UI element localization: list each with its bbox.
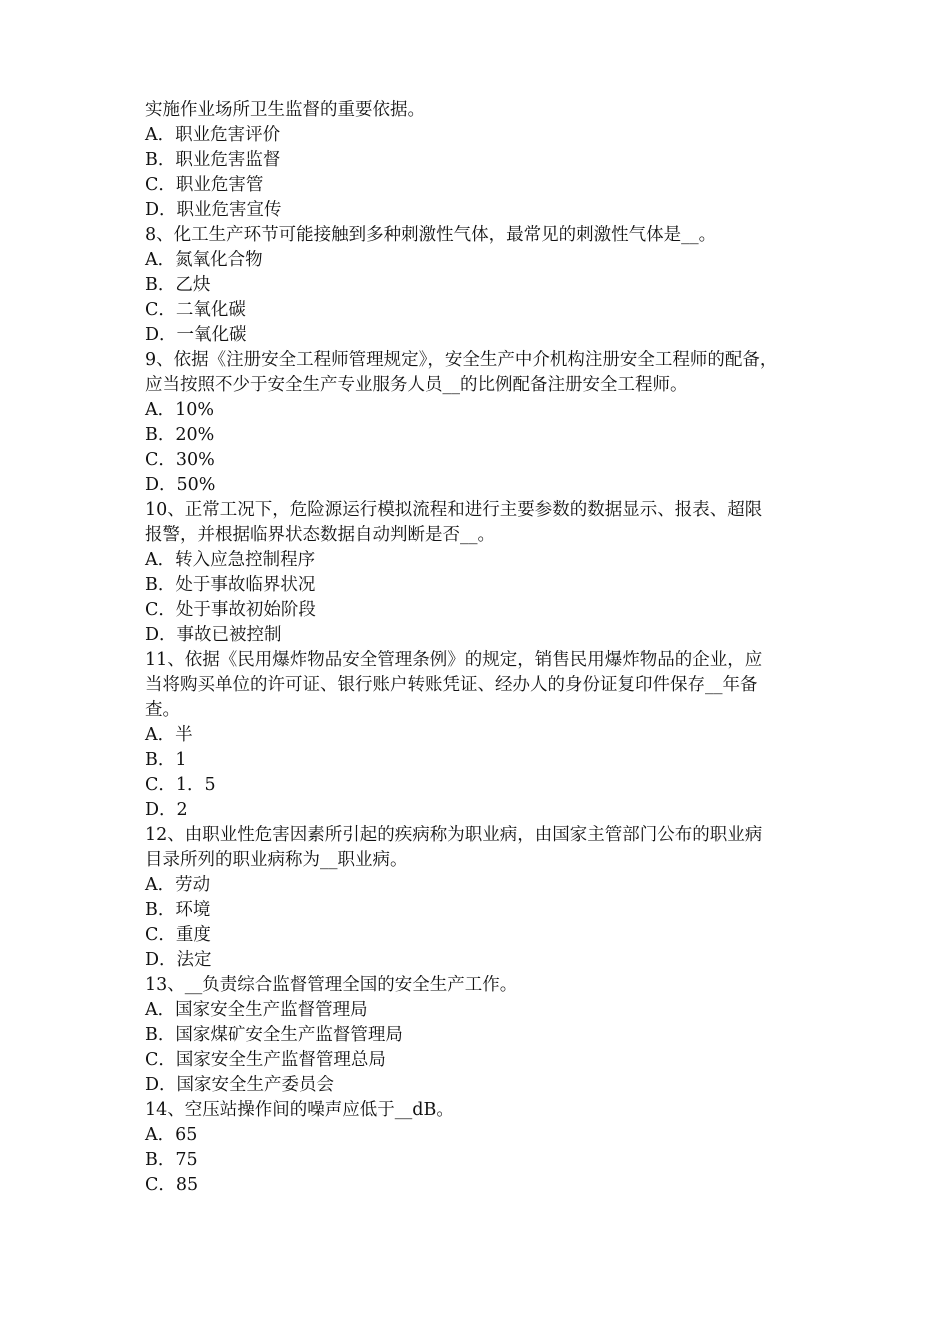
answer-option: B．环境 (145, 900, 211, 920)
question-11-continued: 查。 (145, 700, 180, 720)
question-11-continued: 当将购买单位的许可证、银行账户转账凭证、经办人的身份证复印件保存__年备 (145, 675, 758, 695)
answer-option: B．处于事故临界状况 (145, 575, 316, 595)
answer-option: B．20% (145, 425, 215, 445)
question-11: 11、依据《民用爆炸物品安全管理条例》的规定，销售民用爆炸物品的企业，应 (145, 650, 763, 670)
answer-option: A．氮氧化合物 (145, 250, 263, 270)
answer-option: A．职业危害评价 (145, 125, 281, 145)
answer-option: A．国家安全生产监督管理局 (145, 1000, 368, 1020)
answer-option: B．职业危害监督 (145, 150, 281, 170)
answer-option: D．法定 (145, 950, 212, 970)
answer-option: B．国家煤矿安全生产监督管理局 (145, 1025, 403, 1045)
answer-option: C．85 (145, 1175, 199, 1195)
answer-option: C．1．5 (145, 775, 216, 795)
answer-option: A．65 (145, 1125, 198, 1145)
question-10: 10、正常工况下，危险源运行模拟流程和进行主要参数的数据显示、报表、超限 (145, 500, 763, 520)
question-12-continued: 目录所列的职业病称为__职业病。 (145, 850, 408, 870)
answer-option: D．一氧化碳 (145, 325, 247, 345)
answer-option: B．75 (145, 1150, 198, 1170)
answer-option: D．2 (145, 800, 188, 820)
question-9: 9、依据《注册安全工程师管理规定》，安全生产中介机构注册安全工程师的配备， (145, 350, 778, 370)
answer-option: A．劳动 (145, 875, 211, 895)
question-13: 13、__负责综合监督管理全国的安全生产工作。 (145, 975, 518, 995)
answer-option: D．事故已被控制 (145, 625, 282, 645)
question-9-continued: 应当按照不少于安全生产专业服务人员__的比例配备注册安全工程师。 (145, 375, 688, 395)
answer-option: A．转入应急控制程序 (145, 550, 316, 570)
answer-option: D．50% (145, 475, 216, 495)
answer-option: C．30% (145, 450, 215, 470)
question-12: 12、由职业性危害因素所引起的疾病称为职业病，由国家主管部门公布的职业病 (145, 825, 763, 845)
answer-option: C．重度 (145, 925, 211, 945)
answer-option: A．半 (145, 725, 193, 745)
answer-option: C．处于事故初始阶段 (145, 600, 316, 620)
answer-option: C．二氧化碳 (145, 300, 246, 320)
answer-option: C．职业危害管 (145, 175, 264, 195)
document-body (145, 98, 825, 1198)
text-line: 实施作业场所卫生监督的重要依据。 (145, 100, 425, 120)
answer-option: D．国家安全生产委员会 (145, 1075, 335, 1095)
question-14: 14、空压站操作间的噪声应低于__dB。 (145, 1100, 454, 1120)
answer-option: B．1 (145, 750, 187, 770)
answer-option: D．职业危害宣传 (145, 200, 282, 220)
question-8: 8、化工生产环节可能接触到多种刺激性气体，最常见的刺激性气体是__。 (145, 225, 717, 245)
answer-option: B．乙炔 (145, 275, 211, 295)
question-10-continued: 报警，并根据临界状态数据自动判断是否__。 (145, 525, 495, 545)
answer-option: A．10% (145, 400, 215, 420)
answer-option: C．国家安全生产监督管理总局 (145, 1050, 386, 1070)
